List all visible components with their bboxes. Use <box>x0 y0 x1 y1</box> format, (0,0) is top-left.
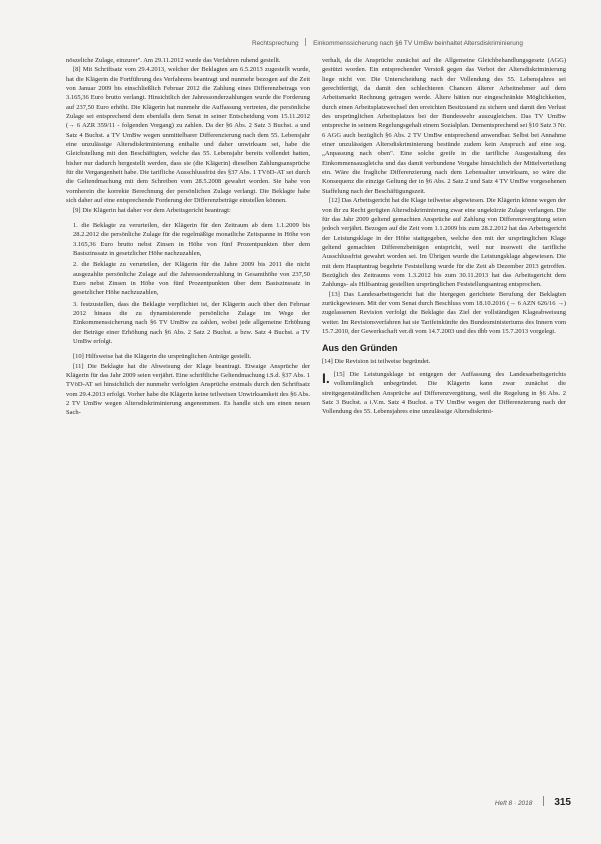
right-paragraph-1: verhalt, da die Ansprüche zunächst auf die Allgemeine Gleichbehandlungsgesetz (AGG) gestützt worden. Ein entsprechender Verstoß gegen das Verbot der Altersdiskriminierung liege nicht vor. Die Unterscheidung nach der Vollendung des 55. Lebensjahres sei gerechtfertigt, da damit den schlechteren Chancen älterer Arbeitnehmer auf dem Arbeitsmarkt Rechnung getragen werde. Ältere hätten nur eingeschränkte Möglichkeiten, durch einen Arbeitsplatzwechsel den erreichten Besitzstand zu sichern und damit den Verlust des ursprünglichen Arbeitsplatzes bei der Bundeswehr auszugleichen. Das TV UmBw entspreche in seinem Regelungsgehalt einem Sozialplan. Dementsprechend sei §10 Satz 3 Nr. 6 AGG auch bezüglich §6 Abs. 2 TV UmBw entsprechend anwendbar. Selbst bei Annahme einer unzulässigen Altersdiskriminierung bestünde zudem kein Anspruch auf eine sog. „Anpassung nach oben". Eine solche greife in die tarifliche Ausgestaltung des Einkommensausgleichs und das damit verbundene Vorgabe hinsichtlich der Mittelverteilung ein. Wäre die fragliche Differenzierung nach dem Lebensalter unwirksam, so wäre die Konsequenz die einzige Geltung der in §6 Abs. 2 Satz 2 und Satz 4 TV UmBw vorgesehenen Staffelung nach der Beschäftigungszeit. <box>322 57 566 195</box>
header-title: Einkommenssicherung nach §6 TV UmBw beinhaltet Altersdiskriminierung <box>313 40 523 47</box>
claim-item-1: 1. die Beklagte zu verurteilen, der Klägerin für den Zeitraum ab dem 1.1.2009 bis 28.2.2012 die persönliche Zulage für die regelmäßige monatliche Zeitspanne in Höhe von 3.165,36 Euro brutto nebst Zinsen in Höhe von fünf Prozentpunkten über dem Basiszinssatz in gesetzlicher Höhe nachzuzahlen, <box>73 221 310 257</box>
right-paragraph-3: [13] Das Landesarbeitsgericht hat die hiergegen gerichtete Berufung der Beklagten zurückgewiesen. Mit der vom Senat durch Beschluss vom 18.10.2016 (→ 6 AZN 626/16 →) zugelassenen Revision verfolgt die Beklagte das Ziel der vollständigen Klageabweisung weiter. Im Revisionsverfahren hat sie Tarifeinkünfte des Bundesministeriums des Innern vom 15.7.2010, der Gewerkschaft ver.di vom 14.7.2003 und des dbb vom 15.7.2013 vorgelegt. <box>322 290 566 335</box>
roman-section <box>322 370 566 417</box>
page-number: 315 <box>554 797 571 808</box>
page-footer <box>495 792 571 810</box>
roman-numeral: I. <box>322 370 330 386</box>
section-heading: Aus den Gründen <box>322 343 398 354</box>
right-column <box>322 56 566 417</box>
left-paragraph-1: nöszeliche Zulage, einzurer". Am 29.11.2012 wurde das Verfahren ruhend gestellt. <box>66 57 281 64</box>
right-paragraph-4: [14] Die Revision ist teilweise begründet. <box>322 357 431 365</box>
right-paragraph-5: [15] Die Leistungsklage ist entgegen der Auffassung des Landesarbeitsgerichts vollumfänglich unbegründet. Die Klägerin kann zwar zunächst die streitgegenständlichen Ansprüche auf Differenzvergütung, weil die Regelung in §6 Abs. 2 Satz 3 Buchst. a i.V.m. Satz 4 Buchst. a TV UmBw wegen der Differenzierung nach der Vollendung des 55. Lebensjahres eine unzulässige Altersdiskrimi- <box>322 371 566 416</box>
running-header <box>252 38 573 47</box>
issue-label: Heft 8 · 2018 <box>494 800 533 807</box>
header-section: Rechtsprechung <box>252 40 299 47</box>
left-column <box>66 56 310 418</box>
left-paragraph-5: [11] Die Beklagte hat die Abweisung der Klage beantragt. Etwaige Ansprüche der Klägerin für das Jahr 2009 seien verjährt. Eine schriftliche Geltendmachung i.S.d. §37 Abs. 1 TVöD-AT sei hinsichtlich der nunmehr verfolgten Ansprüche erstmals durch den Schriftsatz vom 29.4.2013 erfolgt. Vorher habe die Klägerin keine teilweisen Unwirksamkeit des §6 Abs. 2 TV UmBw wegen Altersdiskriminierung angenommen. Es handle sich um einen neuen Sach- <box>66 362 310 417</box>
claim-item-3: 3. festzustellen, dass die Beklagte verpflichtet ist, der Klägerin auch über den Februar 2012 hinaus die zu dynamisierende persönliche Zulage im Wege der Einkommenssicherung nach §6 TV UmBw zu zahlen, wobei jede allgemeine Erhöhung der Beträge einer Erhöhung nach §6 Abs. 2 Satz 2 Buchst. a bzw. Satz 4 Buchst. a TV UmBw erfolgt. <box>73 300 310 345</box>
left-paragraph-4: [10] Hilfsweise hat die Klägerin die ursprünglichen Anträge gestellt. <box>73 353 252 361</box>
footer-divider <box>543 796 544 806</box>
claims-list <box>73 221 310 346</box>
right-paragraph-2: [12] Das Arbeitsgericht hat die Klage teilweise abgewiesen. Die Klägerin könne wegen der von ihr zu Recht gerügten Altersdiskriminierung zwar eine ungekürzte Zulage verlangen. Die für das Jahr 2009 geltend gemachten Ansprüche auf Zahlung von Differenzvergütung seien jedoch verjährt. Bezogen auf die Zeit vom 1.1.2009 bis zum 28.2.2012 hat das Arbeitsgericht der Leistungsklage in der Höhe stattgegeben, welche den mit der ursprünglichen Klage geltend gemachten Differenzbeträgen entspricht, weil nur insoweit die tarifliche Ausschlussfrist gewahrt worden sei. Im Übrigen wurde die Leistungsklage abgewiesen. Die mit dem Hauptantrag begehrte Feststellung wurde für die Zeit ab Dezember 2013 getroffen. Bezüglich des Zeitraums vom 1.3.2012 bis zum 30.11.2013 hat das Arbeitsgericht dem Zahlungs- als Hilfsantrag gestellten ursprünglichen Feststellungsantrag entsprochen. <box>322 197 566 289</box>
claim-item-2: 2. die Beklagte zu verurteilen, der Klägerin für die Jahre 2009 bis 2011 die nicht ausgezahlte persönliche Zulage auf die Jahressonderzahlung in Gesamthöhe von 237,50 Euro nebst Zinsen in Höhe von fünf Prozentpunkten über dem Basiszinssatz in gesetzlicher Höhe nachzuzahlen, <box>73 261 310 297</box>
left-paragraph-3: [9] Die Klägerin hat daher vor dem Arbeitsgericht beantragt: <box>73 206 231 214</box>
left-paragraph-2: [8] Mit Schriftsatz vom 29.4.2013, welcher der Beklagten am 6.5.2013 zugestellt wurde, hat die Klägerin die Fortführung des Verfahrens beantragt und nunmehr bezogen auf die Zeit von Januar 2009 bis einschließlich Februar 2012 die Zahlung eines Differenzbetrags von 3.165,36 Euro brutto verlangt. Hinsichtlich der Jahressonderzahlungen wurde die Forderung auf 237,50 Euro erhöht. Die Klägerin hat nunmehr die Auffassung vertreten, die persönliche Zulage sei entsprechend dem ebenfalls dem Senat in seiner Entscheidung vom 15.11.2012 (→ 6 AZR 359/11 - folgenden Vorgang) zu zahlen. Da der §6 Abs. 2 Satz 3 Buchst. a und Satz 4 Buchst. a TV UmBw wegen unmittelbarer Differenzierung nach dem 55. Lebensjahr eine unzulässige Altersdiskriminierung enthalte und daher unwirksam sei, habe die Gleichstellung mit den Beschäftigten, welche das 55. Lebensjahr bereits vollendet hatten, bisher nur dadurch hergestellt werden, dass sie (die Klägerin) dieselben Zahlungsansprüche für die Vergangenheit habe. Die tarifliche Ausschlussfrist des §37 Abs. 1 TVöD-AT sei durch die Geltendmachung mit dem Schreiben vom 28.5.2008 gewahrt worden. Sie habe von vornherein die korrekte Berechnung der persönlichen Zulage verlangt. Die Beklagte habe sich daher auf eine entsprechende Forderung der Differenzbeträge einstellen können. <box>66 66 310 205</box>
header-divider <box>305 38 306 46</box>
